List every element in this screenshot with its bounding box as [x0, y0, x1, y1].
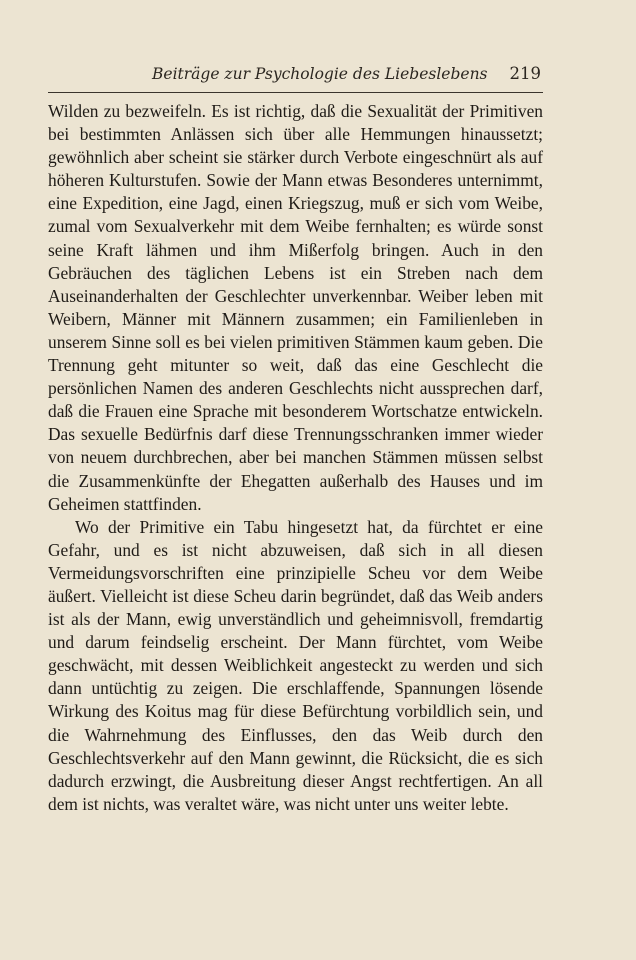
page-header — [48, 63, 543, 87]
paragraph: Wilden zu bezweifeln. Es ist richtig, daß die Sexualität der Primitiven bei bestimmten Anlässen sich über alle Hemmungen hinaussetzt; gewöhnlich aber scheint sie stärker durch Verbote eingeschnürt als auf höheren Kulturstufen. Sowie der Mann etwas Besonderes unternimmt, eine Expedition, eine Jagd, einen Kriegszug, muß er sich vom Weibe, zumal vom Sexualverkehr mit dem Weibe fernhalten; es würde sonst seine Kraft lähmen und ihm Mißerfolg bringen. Auch in den Gebräuchen des täglichen Lebens ist ein Streben nach dem Auseinanderhalten der Geschlechter unverkennbar. Weiber leben mit Weibern, Männer mit Männern zusammen; ein Familienleben in unserem Sinne soll es bei vielen primitiven Stämmen kaum geben. Die Trennung geht mitunter so weit, daß das eine Geschlecht die persönlichen Namen des anderen Geschlechts nicht aussprechen darf, daß die Frauen eine Sprache mit besonderem Wortschatze entwickeln. Das sexuelle Bedürfnis darf diese Trennungsschranken immer wieder von neuem durchbrechen, aber bei manchen Stämmen müssen selbst die Zusammenkünfte der Ehegatten außerhalb des Hauses und im Geheimen stattfinden. — [48, 101, 543, 514]
running-title: Beiträge zur Psychologie des Liebeslebens — [152, 65, 488, 83]
page-number: 219 — [509, 64, 541, 83]
body-text — [48, 100, 543, 816]
paragraph: Wo der Primitive ein Tabu hingesetzt hat, da fürchtet er eine Gefahr, und es ist nicht abzuweisen, daß sich in all diesen Vermeidungsvorschriften eine prinzipielle Scheu vor dem Weibe äußert. Vielleicht ist diese Scheu darin begründet, daß das Weib anders ist als der Mann, ewig unverständlich und geheimnisvoll, fremdartig und darum feindselig erscheint. Der Mann fürchtet, vom Weibe geschwächt, mit dessen Weiblichkeit angesteckt zu werden und sich dann untüchtig zu zeigen. Die erschlaffende, Spannungen lösende Wirkung des Koitus mag für diese Befürchtung vorbildlich sein, und die Wahrnehmung des Einflusses, den das Weib durch den Geschlechtsverkehr auf den Mann gewinnt, die Rücksicht, die es sich dadurch erzwingt, die Ausbreitung dieser Angst rechtfertigen. An all dem ist nichts, was veraltet wäre, was nicht unter uns weiter lebte. — [48, 516, 543, 814]
header-rule — [48, 92, 543, 93]
